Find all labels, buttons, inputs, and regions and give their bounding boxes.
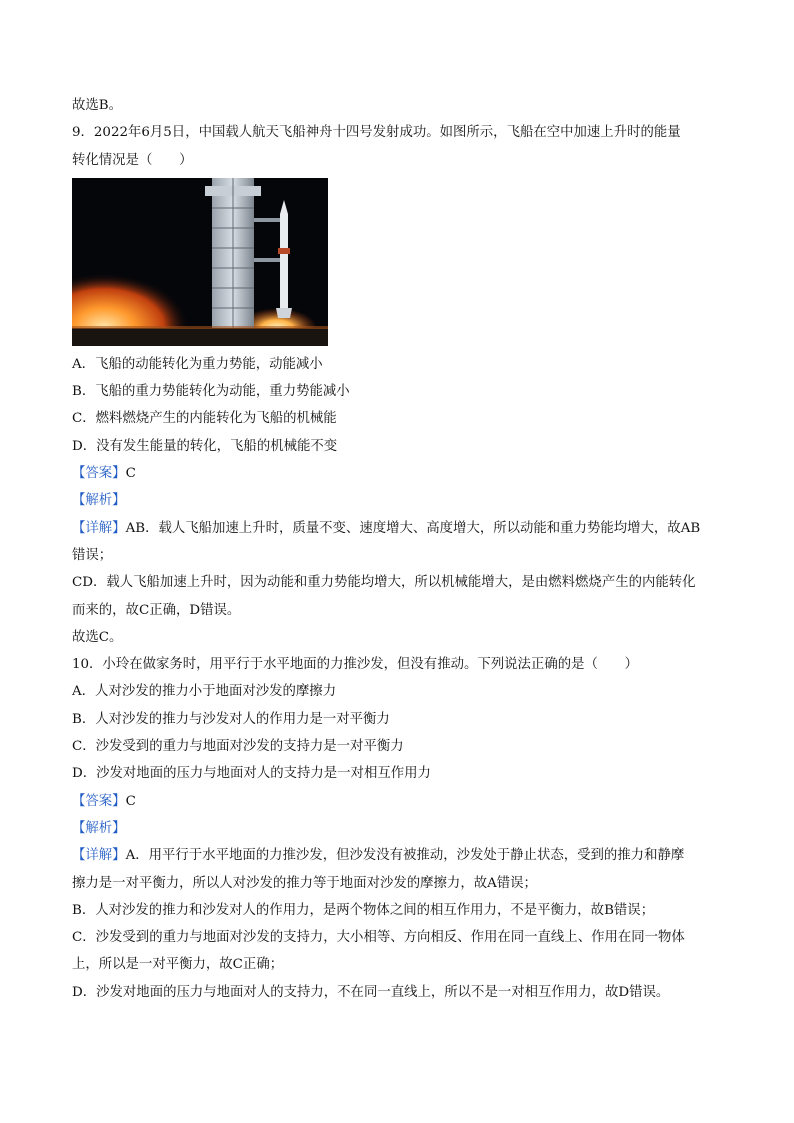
- q9-detail-line-1: [72, 515, 722, 542]
- q10-analysis: [72, 815, 722, 842]
- q9-option-b: B．飞船的重力势能转化为动能，重力势能减小: [72, 384, 350, 400]
- answer-value: C: [125, 793, 136, 809]
- q9-stem-line-1: 9．2022年6月5日，中国载人航天飞船神舟十四号发射成功。如图所示，飞船在空中加速上升时的能量: [72, 125, 681, 141]
- q10-detail-line-5: 上，所以是一对平衡力，故C正确；: [72, 957, 284, 973]
- q10-stem: 10．小玲在做家务时，用平行于水平地面的力推沙发，但没有推动。下列说法正确的是（ ）: [72, 657, 639, 673]
- q9-option-c: C．燃料燃烧产生的内能转化为飞船的机械能: [72, 411, 337, 427]
- q9-detail-line-2: 错误；: [72, 547, 113, 563]
- answer-value: C: [125, 466, 136, 482]
- analysis-tag: 【解析】: [72, 820, 126, 836]
- q10-option-c: C．沙发受到的重力与地面对沙发的支持力是一对平衡力: [72, 739, 404, 755]
- detail-text: AB．载人飞船加速上升时，质量不变、速度增大、高度增大，所以动能和重力势能均增大，故AB: [125, 520, 701, 536]
- q10-detail-line-4: C．沙发受到的重力与地面对沙发的支持力，大小相等、方向相反、作用在同一直线上、作用在同一物体: [72, 930, 685, 946]
- q10-option-a: A．人对沙发的推力小于地面对沙发的摩擦力: [72, 684, 337, 700]
- q9-analysis: [72, 487, 722, 514]
- answer-tag: 【答案】: [72, 466, 126, 482]
- q9-stem-line-2: 转化情况是（ ）: [72, 152, 193, 168]
- q9-detail-line-3: CD．载人飞船加速上升时，因为动能和重力势能均增大，所以机械能增大，是由燃料燃烧产生的内能转化: [72, 575, 696, 591]
- q9-answer: [72, 460, 722, 487]
- q9-conclusion: 故选C。: [72, 629, 123, 645]
- q9-detail-line-4: 而来的，故C正确，D错误。: [72, 602, 241, 618]
- previous-conclusion: 故选B。: [72, 98, 123, 113]
- detail-tag: 【详解】: [72, 848, 126, 864]
- q10-detail-line-6: D．沙发对地面的压力与地面对人的支持力，不在同一直线上，所以不是一对相互作用力，故D错误。: [72, 984, 670, 1000]
- q10-detail-line-1: [72, 842, 722, 869]
- rocket-launch-photo: [72, 178, 328, 346]
- detail-tag: 【详解】: [72, 520, 126, 536]
- q10-answer: [72, 788, 722, 815]
- q10-option-d: D．沙发对地面的压力与地面对人的支持力是一对相互作用力: [72, 766, 431, 782]
- q10-detail-line-2: 擦力是一对平衡力，所以人对沙发的推力等于地面对沙发的摩擦力，故A错误；: [72, 875, 537, 891]
- q9-option-a: A．飞船的动能转化为重力势能，动能减小: [72, 356, 323, 372]
- q10-option-b: B．人对沙发的推力与沙发对人的作用力是一对平衡力: [72, 711, 390, 727]
- q10-detail-line-3: B．人对沙发的推力和沙发对人的作用力，是两个物体之间的相互作用力，不是平衡力，故B错误；: [72, 902, 655, 918]
- detail-text: A．用平行于水平地面的力推沙发，但沙发没有被推动，沙发处于静止状态，受到的推力和静摩: [125, 848, 685, 864]
- document-page: [72, 92, 722, 1006]
- q9-option-d: D．没有发生能量的转化，飞船的机械能不变: [72, 438, 338, 454]
- analysis-tag: 【解析】: [72, 493, 126, 509]
- answer-tag: 【答案】: [72, 793, 126, 809]
